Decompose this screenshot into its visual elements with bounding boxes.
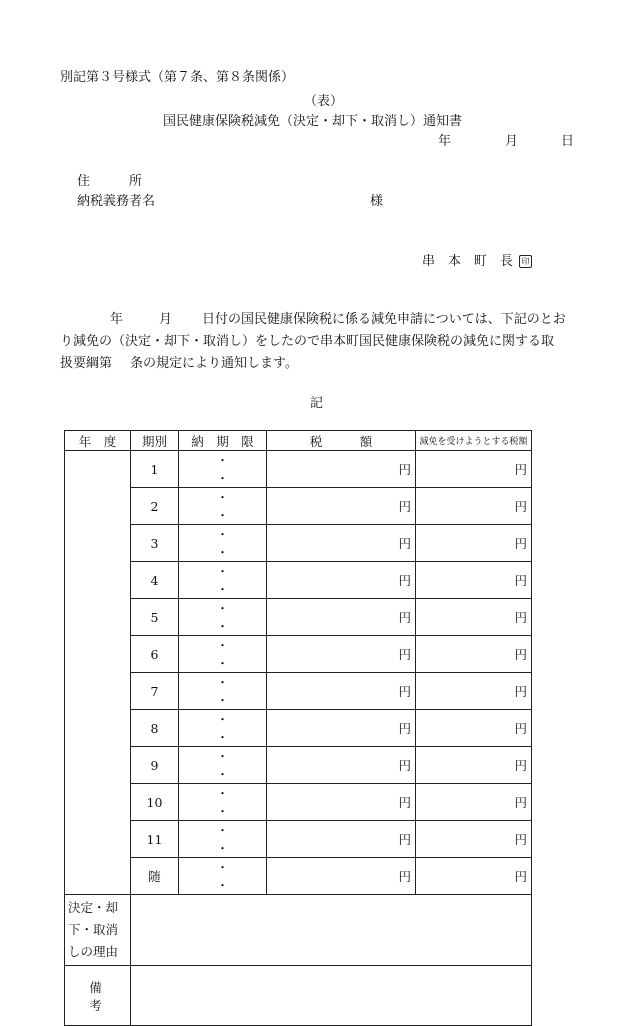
date-separator: ・ (216, 471, 229, 486)
header-reduced-amount: 減免を受けようとする税額 (416, 431, 532, 451)
taxpayer-label: 納税義務者名 (77, 194, 156, 209)
fiscal-year-cell (65, 451, 131, 895)
remarks-row (65, 966, 532, 1026)
due-date-cell (179, 525, 267, 562)
side-label: （表） (304, 94, 344, 109)
table-header-row (65, 431, 532, 451)
period-cell: 3 (131, 525, 179, 562)
header-fiscal-year: 年 度 (65, 431, 131, 451)
reduced-amount-cell: 円 (416, 525, 532, 562)
body-text-3a: 扱要綱第 (60, 356, 113, 371)
due-date-cell (179, 710, 267, 747)
date-separator: ・ (216, 508, 229, 523)
due-date-cell (179, 562, 267, 599)
period-cell: 随 (131, 858, 179, 895)
body-paragraph (60, 309, 580, 375)
date-year: 年 (438, 134, 452, 149)
due-date-cell (179, 488, 267, 525)
period-cell: 11 (131, 821, 179, 858)
reduced-amount-cell: 円 (416, 488, 532, 525)
tax-amount-cell: 円 (267, 451, 416, 488)
remarks-content (131, 966, 532, 1026)
due-date-cell (179, 784, 267, 821)
period-cell: 5 (131, 599, 179, 636)
date-separator: ・ (216, 804, 229, 819)
date-separator: ・ (216, 712, 229, 727)
tax-amount-cell: 円 (267, 636, 416, 673)
tax-amount-cell: 円 (267, 673, 416, 710)
date-separator: ・ (216, 564, 229, 579)
date-separator: ・ (216, 638, 229, 653)
due-date-cell (179, 821, 267, 858)
date-separator: ・ (216, 619, 229, 634)
period-cell: 2 (131, 488, 179, 525)
tax-amount-cell: 円 (267, 821, 416, 858)
tax-amount-cell: 円 (267, 525, 416, 562)
table-row (65, 562, 532, 599)
table-row (65, 636, 532, 673)
period-cell: 9 (131, 747, 179, 784)
due-date-cell (179, 599, 267, 636)
header-due-date: 納 期 限 (179, 431, 267, 451)
reduced-amount-cell: 円 (416, 821, 532, 858)
reduced-amount-cell: 円 (416, 747, 532, 784)
table-row (65, 710, 532, 747)
period-cell: 6 (131, 636, 179, 673)
reduced-amount-cell: 円 (416, 673, 532, 710)
reduced-amount-cell: 円 (416, 858, 532, 895)
date-separator: ・ (216, 582, 229, 597)
issuer (422, 250, 532, 269)
reduced-amount-cell: 円 (416, 710, 532, 747)
body-text-2: り減免の（決定・却下・取消し）をしたので串本町国民健康保険税の減免に関する取 (60, 334, 555, 349)
table-row (65, 858, 532, 895)
remarks-label: 備 考 (65, 966, 131, 1026)
header-period: 期別 (131, 431, 179, 451)
tax-amount-cell: 円 (267, 747, 416, 784)
date-separator: ・ (216, 786, 229, 801)
body-text-1: 日付の国民健康保険税に係る減免申請については、下記のとお (202, 312, 566, 327)
reason-label-line: しの理由 (68, 944, 119, 959)
table-row (65, 673, 532, 710)
body-text-3b: 条の規定により通知します。 (130, 356, 298, 371)
issue-date (0, 130, 630, 148)
date-separator: ・ (216, 675, 229, 690)
date-month: 月 (505, 134, 519, 149)
date-separator: ・ (216, 860, 229, 875)
table-row (65, 525, 532, 562)
tax-amount-cell: 円 (267, 599, 416, 636)
body-year: 年 (110, 312, 124, 327)
due-date-cell (179, 747, 267, 784)
date-separator: ・ (216, 730, 229, 745)
table-row (65, 747, 532, 784)
date-separator: ・ (216, 601, 229, 616)
address-label: 住 所 (77, 174, 143, 189)
tax-amount-cell: 円 (267, 488, 416, 525)
reason-label-line: 決定・却 (68, 900, 119, 915)
date-separator: ・ (216, 823, 229, 838)
date-separator: ・ (216, 527, 229, 542)
due-date-cell (179, 858, 267, 895)
period-cell: 4 (131, 562, 179, 599)
date-separator: ・ (216, 545, 229, 560)
date-separator: ・ (216, 767, 229, 782)
date-separator: ・ (216, 656, 229, 671)
reduced-amount-cell: 円 (416, 784, 532, 821)
tax-amount-cell: 円 (267, 858, 416, 895)
period-cell: 7 (131, 673, 179, 710)
tax-amount-cell: 円 (267, 562, 416, 599)
date-separator: ・ (216, 453, 229, 468)
period-cell: 8 (131, 710, 179, 747)
reason-content (131, 895, 532, 966)
date-separator: ・ (216, 749, 229, 764)
table-row (65, 488, 532, 525)
date-separator: ・ (216, 693, 229, 708)
ki-label: 記 (310, 396, 324, 411)
due-date-cell (179, 636, 267, 673)
header-tax-amount: 税 額 (267, 431, 416, 451)
due-date-cell (179, 451, 267, 488)
honorific-sama: 様 (370, 194, 384, 209)
seal-mark: 印 (519, 255, 532, 268)
date-day: 日 (561, 134, 575, 149)
period-cell: 1 (131, 451, 179, 488)
due-date-cell (179, 673, 267, 710)
table-row (65, 599, 532, 636)
reduced-amount-cell: 円 (416, 562, 532, 599)
table-row (65, 451, 532, 488)
date-separator: ・ (216, 490, 229, 505)
date-separator: ・ (216, 841, 229, 856)
reason-label-line: 下・取消 (68, 922, 119, 937)
reduced-amount-cell: 円 (416, 451, 532, 488)
period-cell: 10 (131, 784, 179, 821)
date-separator: ・ (216, 878, 229, 893)
reason-row (65, 895, 532, 966)
issuer-name: 串 本 町 長 (422, 254, 514, 269)
reason-label (65, 895, 131, 966)
reduced-amount-cell: 円 (416, 599, 532, 636)
tax-amount-cell: 円 (267, 784, 416, 821)
document-title: 国民健康保険税減免（決定・却下・取消し）通知書 (163, 114, 463, 129)
reduced-amount-cell: 円 (416, 636, 532, 673)
table-row (65, 821, 532, 858)
table-row (65, 784, 532, 821)
body-month: 月 (159, 312, 173, 327)
tax-reduction-table (64, 430, 532, 1026)
form-reference: 別記第３号様式（第７条、第８条関係） (60, 70, 295, 85)
tax-amount-cell: 円 (267, 710, 416, 747)
